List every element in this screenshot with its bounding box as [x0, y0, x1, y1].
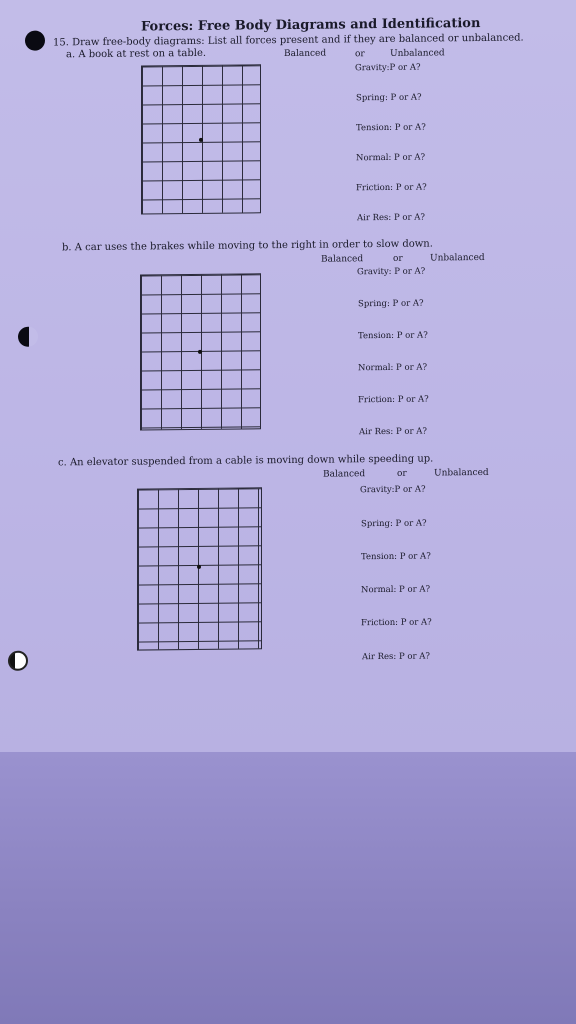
- desk-surface: [0, 752, 576, 1024]
- part-c-unbalanced: Unbalanced: [434, 467, 489, 479]
- part-b-force-friction: Friction: P or A?: [358, 394, 429, 406]
- part-c-force-normal: Normal: P or A?: [361, 584, 431, 596]
- part-c-balanced: Balanced: [323, 469, 366, 480]
- part-c-force-tension: Tension: P or A?: [361, 551, 431, 563]
- part-c-force-friction: Friction: P or A?: [361, 617, 432, 629]
- part-a-or: or: [355, 49, 365, 60]
- part-c-or: or: [397, 468, 407, 479]
- part-b-force-normal: Normal: P or A?: [358, 362, 428, 374]
- part-c-force-air-res: Air Res: P or A?: [362, 651, 430, 663]
- part-b-unbalanced: Unbalanced: [430, 252, 485, 264]
- part-a-force-spring: Spring: P or A?: [356, 92, 422, 104]
- part-b-prompt: b. A car uses the brakes while moving to the right in order to slow down.: [62, 238, 433, 254]
- binder-hole: [8, 651, 28, 671]
- part-a-force-air-res: Air Res: P or A?: [357, 212, 425, 224]
- part-a-unbalanced: Unbalanced: [390, 48, 445, 59]
- part-a-force-tension: Tension: P or A?: [356, 122, 426, 134]
- part-b-or: or: [393, 253, 403, 264]
- part-b-force-air-res: Air Res: P or A?: [359, 426, 427, 438]
- part-b-force-spring: Spring: P or A?: [358, 298, 424, 310]
- part-a-force-normal: Normal: P or A?: [356, 152, 426, 164]
- part-a-balanced: Balanced: [284, 48, 327, 60]
- part-b-object-dot: [198, 350, 202, 354]
- part-b-force-gravity: Gravity: P or A?: [357, 266, 426, 278]
- part-a-force-friction: Friction: P or A?: [356, 182, 427, 194]
- part-c-force-spring: Spring: P or A?: [361, 518, 427, 530]
- part-b-balanced: Balanced: [321, 254, 364, 265]
- part-a-prompt: a. A book at rest on a table.: [66, 47, 207, 61]
- part-c-force-gravity: Gravity:P or A?: [360, 484, 426, 496]
- part-a-object-dot: [199, 138, 203, 142]
- binder-hole: [25, 31, 45, 51]
- question-text: 15. Draw free-body diagrams: List all forces present and if they are balanced or unbalanced.: [53, 32, 524, 49]
- part-c-prompt: c. An elevator suspended from a cable is moving down while speeding up.: [58, 453, 434, 469]
- part-c-object-dot: [197, 565, 201, 569]
- part-c-grid: [137, 487, 262, 650]
- part-b-force-tension: Tension: P or A?: [358, 330, 428, 342]
- worksheet-title: Forces: Free Body Diagrams and Identification: [141, 15, 481, 35]
- part-a-force-gravity: Gravity:P or A?: [355, 62, 421, 74]
- binder-hole: [18, 327, 38, 347]
